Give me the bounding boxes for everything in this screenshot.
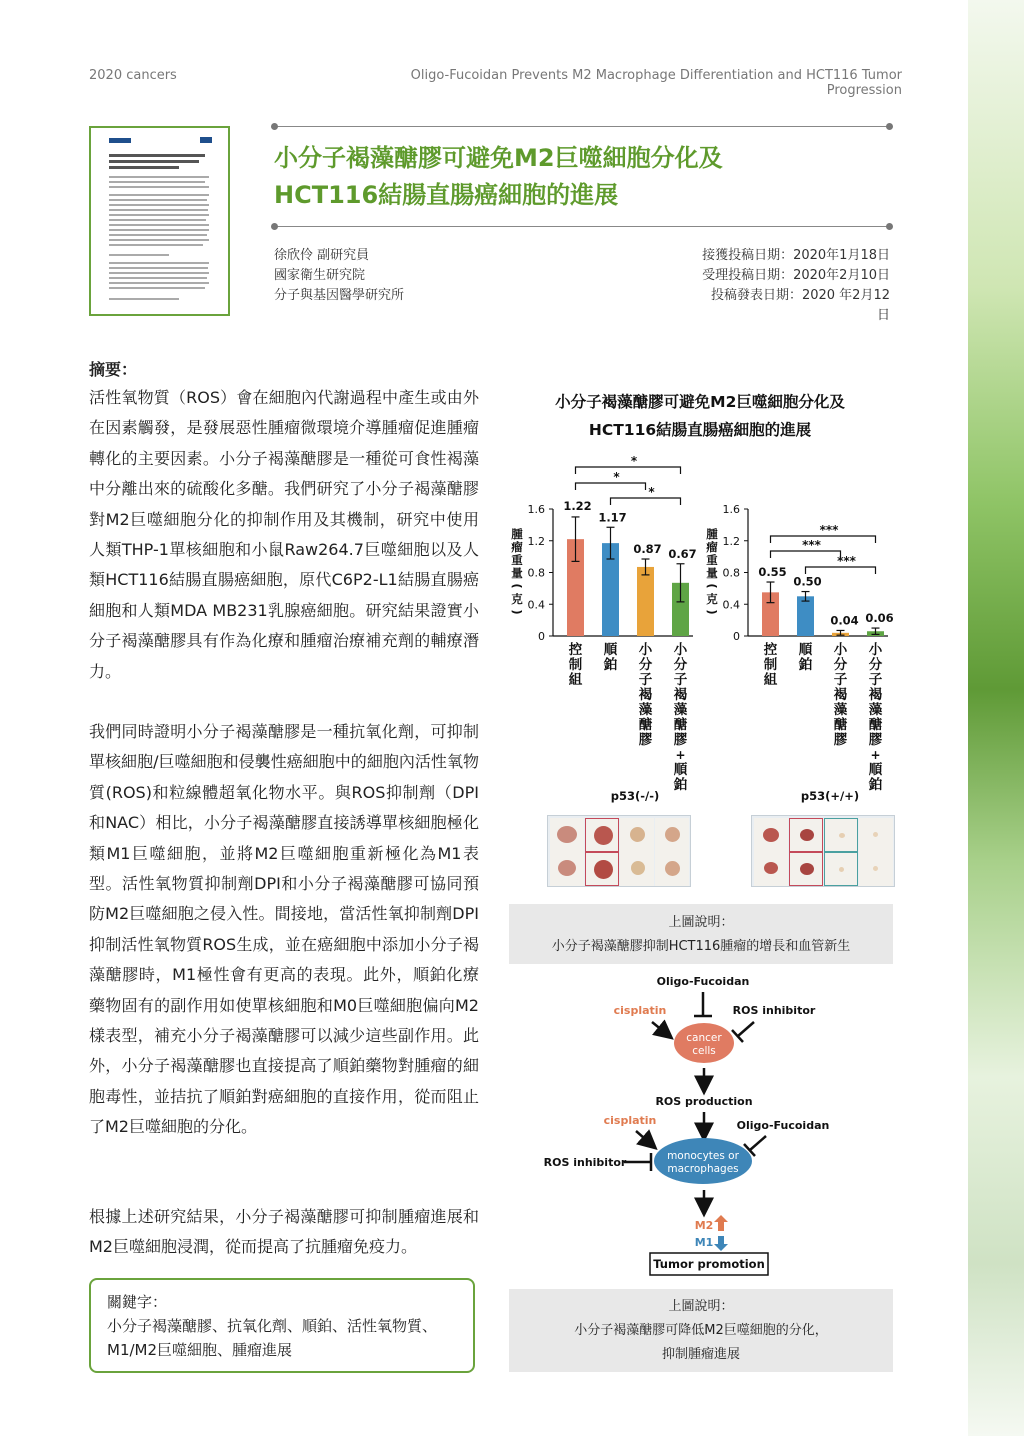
category-label-char: 膠 <box>673 732 688 748</box>
running-head-title: Oligo-Fucoidan Prevents M2 Macrophage Differentiation and HCT116 Tumor Progression <box>410 68 902 98</box>
category-label-char: 順 <box>868 762 883 778</box>
tumor-weight-charts <box>498 448 898 808</box>
tumor-photo-p53-wt <box>751 815 895 887</box>
category-label-char: 膠 <box>638 732 653 748</box>
y-axis-label-char: 量 <box>706 566 718 580</box>
m1-down-arrow-icon <box>714 1236 728 1251</box>
category-label-char: 子 <box>638 672 653 688</box>
caption2-line2: 抑制腫瘤進展 <box>661 1347 740 1362</box>
y-tick-label: 0.4 <box>722 598 740 612</box>
author-info <box>274 246 404 306</box>
significance-marker: *** <box>837 554 856 568</box>
y-axis-label-char: 重 <box>511 553 523 567</box>
monocytes-text-1: monocytes or <box>667 1150 739 1162</box>
tumor-photo-p53-null <box>547 815 691 887</box>
data-label: 1.22 <box>563 498 592 513</box>
abstract-paragraph-1: 活性氧物質（ROS）會在細胞內代謝過程中產生或由外在因素觸發，是發展惡性腫瘤微環境介導腫瘤促進腫瘤轉化的主要因素。小分子褐藻醣膠是一種從可食性褐藻中分離出來的硫酸化多醣。我們研究了小分子褐藻醣膠對M2巨噬細胞分化的抑制作用及其機制，研究中使用人類THP-1單核細胞和小鼠Raw264.7巨噬細胞以及人類HCT116結腸直腸癌細胞，原代C6P2-L1結腸直腸癌細胞和人類MDA MB231乳腺癌細胞。研究結果證實小分子褐藻醣膠具有作為化療和腫瘤治療補充劑的輔療潛力。 <box>89 388 479 681</box>
y-axis-label-char: ( <box>705 583 719 589</box>
y-tick-label: 0.8 <box>722 566 740 580</box>
y-tick-label: 0 <box>733 630 740 643</box>
title-rule-bottom <box>274 226 890 227</box>
y-axis-label-char: 量 <box>511 566 523 580</box>
category-label-char: 鉑 <box>798 657 813 673</box>
category-label-char: 分 <box>638 657 653 673</box>
bar <box>797 596 814 636</box>
journal-logo <box>109 138 131 143</box>
mechanism-diagram <box>540 970 870 1280</box>
publisher-logo <box>200 137 212 143</box>
abstract-paragraph-3: 根據上述研究結果，小分子褐藻醣膠可抑制腫瘤進展和M2巨噬細胞浸潤，從而提高了抗腫瘤免疫力。 <box>89 1207 479 1257</box>
caption1-text: 小分子褐藻醣膠抑制HCT116腫瘤的增長和血管新生 <box>551 939 851 954</box>
significance-marker: * <box>648 485 655 499</box>
category-label-char: 分 <box>833 657 848 673</box>
y-tick-label: 0 <box>538 630 545 643</box>
category-label-char: 順 <box>603 642 618 658</box>
category-label-char: 醣 <box>638 717 653 733</box>
date-accepted: 受理投稿日期：2020年2月10日 <box>702 268 890 283</box>
abstract-heading: 摘要： <box>89 360 138 379</box>
article-title-line2: HCT116結腸直腸癌細胞的進展 <box>274 181 619 209</box>
category-label-char: 褐 <box>833 687 848 703</box>
caption2-line1: 小分子褐藻醣膠可降低M2巨噬細胞的分化， <box>574 1323 828 1338</box>
category-label-char: 小 <box>638 642 653 658</box>
significance-marker: *** <box>819 523 839 537</box>
data-label: 1.17 <box>598 510 627 525</box>
caption1-label: 上圖說明： <box>668 915 734 930</box>
category-label-char: 控 <box>568 642 583 658</box>
y-tick-label: 0.8 <box>527 566 545 580</box>
cisplatin-label-2: cisplatin <box>603 1114 657 1127</box>
paper-thumbnail <box>89 126 230 316</box>
ros-inhibitor-label-2: ROS inhibitor <box>543 1156 627 1169</box>
y-axis-label-char: 克 <box>511 592 523 606</box>
significance-bracket <box>806 567 876 574</box>
keywords-line1: 小分子褐藻醣膠、抗氧化劑、順鉑、活性氧物質、 <box>107 1317 438 1335</box>
category-label-char: 制 <box>763 657 778 673</box>
significance-marker: * <box>613 470 620 484</box>
data-label: 0.06 <box>865 611 894 626</box>
figure-title-line1: 小分子褐藻醣膠可避免M2巨噬細胞分化及 <box>555 393 845 411</box>
data-label: 0.04 <box>830 613 859 628</box>
oligo-label-top: Oligo-Fucoidan <box>656 975 750 988</box>
figure-title-line2: HCT116結腸直腸癌細胞的進展 <box>588 421 812 439</box>
significance-bracket <box>771 536 876 543</box>
x-axis-label: p53(+/+) <box>800 789 860 803</box>
category-label-char: 子 <box>673 672 688 688</box>
bar <box>637 567 654 636</box>
tumor-promotion-label: Tumor promotion <box>653 1257 765 1271</box>
ros-inhibitor-label-1: ROS inhibitor <box>732 1004 816 1017</box>
y-tick-label: 0.4 <box>527 598 545 612</box>
m1-label: M1 <box>694 1236 714 1249</box>
caption2-label: 上圖說明： <box>668 1299 734 1314</box>
category-label-char: + <box>675 748 686 762</box>
abstract-paragraph-2: 我們同時證明小分子褐藻醣膠是一種抗氧化劑，可抑制單核細胞/巨噬細胞和侵襲性癌細胞中的細胞內活性氧物質(ROS)和粒線體超氧化物水平。與ROS抑制劑（DPI和NAC）相比，小分子褐藻醣膠直接誘導單核細胞極化類M1巨噬細胞，並將M2巨噬細胞重新極化為M1表型。活性氧物質抑制劑DPI和小分子褐藻醣膠可協同預防M2巨噬細胞之侵入性。間接地，當活性氧抑制劑DPI抑制活性氧物質ROS生成，並在癌細胞中添加小分子褐藻醣膠時，M1極性會有更高的表現。此外，順鉑化療藥物固有的副作用如使單核細胞和M0巨噬細胞偏向M2樣表型，補充小分子褐藻醣膠可以減少這些副作用。此外，小分子褐藻醣膠也直接提高了順鉑藥物對腫瘤的細胞毒性，並拮抗了順鉑對癌細胞的直接作用，從而阻止了M2巨噬細胞的分化。 <box>89 722 479 1137</box>
category-label-char: 藻 <box>638 702 653 718</box>
category-label-char: 分 <box>673 657 688 673</box>
category-label-char: 鉑 <box>673 777 688 793</box>
category-label-char: 藻 <box>833 702 848 718</box>
figure-caption-2 <box>509 1289 893 1372</box>
category-label-char: 組 <box>568 672 583 688</box>
category-label-char: 子 <box>868 672 883 688</box>
category-label-char: 藻 <box>673 702 688 718</box>
cisplatin-label-1: cisplatin <box>613 1004 667 1017</box>
cancer-cells-text-1: cancer <box>686 1032 722 1044</box>
category-label-char: 褐 <box>868 687 883 703</box>
article-title <box>274 140 894 214</box>
oligo-label-mid: Oligo-Fucoidan <box>736 1119 830 1132</box>
figure-caption-1 <box>509 904 893 964</box>
y-tick-label: 1.2 <box>722 534 740 548</box>
data-label: 0.87 <box>633 542 662 557</box>
category-label-char: 褐 <box>673 687 688 703</box>
title-rule-top <box>274 126 890 127</box>
category-label-char: + <box>870 748 881 762</box>
y-axis-label-char: 瘤 <box>511 540 523 554</box>
significance-bracket <box>576 483 646 490</box>
keywords-label: 關鍵字： <box>107 1293 168 1311</box>
y-tick-label: 1.6 <box>722 503 740 516</box>
category-label-char: 小 <box>868 642 883 658</box>
y-axis-label-char: 重 <box>706 553 718 567</box>
y-tick-label: 1.2 <box>527 534 545 548</box>
category-label-char: 膠 <box>833 732 848 748</box>
category-label-char: 控 <box>763 642 778 658</box>
category-label-char: 制 <box>568 657 583 673</box>
article-title-line1: 小分子褐藻醣膠可避免M2巨噬細胞分化及 <box>274 144 723 172</box>
category-label-char: 藻 <box>868 702 883 718</box>
category-label-char: 順 <box>673 762 688 778</box>
cancer-cells-text-2: cells <box>692 1045 716 1057</box>
significance-bracket <box>771 551 841 558</box>
data-label: 0.50 <box>793 574 822 589</box>
category-label-char: 順 <box>798 642 813 658</box>
category-label-char: 褐 <box>638 687 653 703</box>
x-axis-label: p53(-/-) <box>610 789 660 803</box>
data-label: 0.67 <box>668 546 697 561</box>
significance-bracket <box>576 467 681 474</box>
significance-bracket <box>611 498 681 505</box>
author-institute: 國家衛生研究院 <box>274 268 366 283</box>
data-label: 0.55 <box>758 565 787 580</box>
y-axis-label-char: 瘤 <box>706 540 718 554</box>
category-label-char: 鉑 <box>868 777 883 793</box>
category-label-char: 醣 <box>673 717 688 733</box>
category-label-char: 小 <box>673 642 688 658</box>
m2-up-arrow-icon <box>714 1215 728 1231</box>
keywords-box <box>89 1278 475 1373</box>
monocytes-text-2: macrophages <box>667 1163 739 1175</box>
author-name: 徐欣伶 副研究員 <box>274 248 370 263</box>
y-tick-label: 1.6 <box>527 503 545 516</box>
significance-marker: * <box>630 454 638 468</box>
y-axis-label-char: 腫 <box>511 527 523 541</box>
category-label-char: 組 <box>763 672 778 688</box>
y-axis-label-char: ( <box>510 583 524 589</box>
decorative-leaf-strip <box>968 0 1024 1436</box>
category-label-char: 醣 <box>833 717 848 733</box>
date-published: 投稿發表日期：2020 年2月12日 <box>710 288 890 323</box>
y-axis-label-char: ) <box>705 609 719 615</box>
category-label-char: 分 <box>868 657 883 673</box>
category-label-char: 膠 <box>868 732 883 748</box>
m2-label: M2 <box>694 1219 714 1232</box>
y-axis-label-char: ) <box>510 609 524 615</box>
keywords-line2: M1/M2巨噬細胞、腫瘤進展 <box>107 1341 293 1359</box>
figure-title <box>510 388 890 444</box>
author-department: 分子與基因醫學研究所 <box>274 288 405 303</box>
running-head-year: 2020 cancers <box>89 68 177 83</box>
y-axis-label-char: 克 <box>706 592 718 606</box>
date-received: 接獲投稿日期：2020年1月18日 <box>702 248 890 263</box>
category-label-char: 鉑 <box>603 657 618 673</box>
category-label-char: 小 <box>833 642 848 658</box>
y-axis-label-char: 腫 <box>706 527 718 541</box>
category-label-char: 子 <box>833 672 848 688</box>
submission-dates <box>700 246 890 326</box>
ros-production-label: ROS production <box>655 1095 753 1108</box>
category-label-char: 醣 <box>868 717 883 733</box>
significance-marker: *** <box>802 538 821 552</box>
